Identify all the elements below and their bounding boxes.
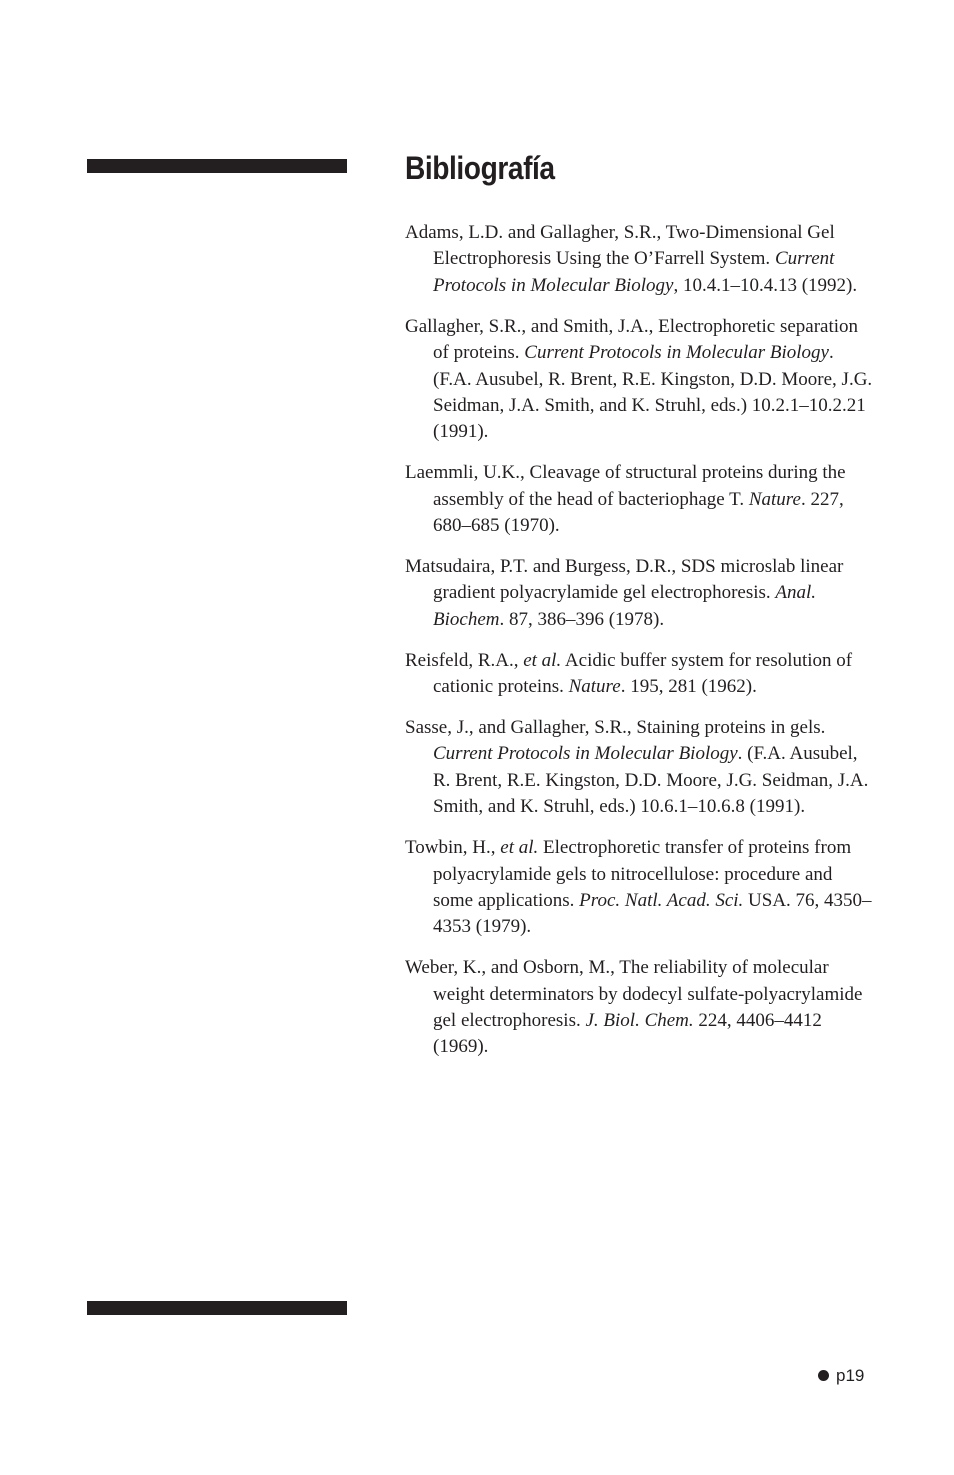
reference-text: Weber, K., and Osborn, M., The reliability of molecular weight determinators by dodecyl sulfate-polyacrylamide gel electrophoresis. — [405, 957, 863, 1032]
reference-italic-text: et al. — [500, 837, 539, 859]
reference-text: . (F.A. Ausubel, R. Brent, R.E. Kingston, D.D. Moore, J.G. Seidman, J.A. Smith, and K. Struhl, eds.) 10.2.1–10.2.21 (1991). — [433, 342, 873, 443]
top-rule — [87, 159, 347, 173]
reference-item — [405, 835, 875, 941]
reference-text: Gallagher, S.R., and Smith, J.A., Electrophoretic separation of proteins. — [405, 315, 859, 364]
reference-text: USA. 76, 4350–4353 (1979). — [433, 889, 872, 938]
reference-text: . 227, 680–685 (1970). — [433, 488, 844, 537]
reference-item — [405, 460, 875, 539]
reference-italic-text: et al. — [523, 649, 562, 671]
reference-text: . 87, 386–396 (1978). — [499, 608, 665, 630]
reference-text: Sasse, J., and Gallagher, S.R., Staining proteins in gels. — [405, 717, 826, 738]
bottom-rule — [87, 1301, 347, 1315]
reference-text: Laemmli, U.K., Cleavage of structural proteins during the assembly of the head of bacteriophage T. — [405, 462, 846, 510]
reference-text: 224, 4406–4412 (1969). — [433, 1010, 822, 1058]
reference-text: Matsudaira, P.T. and Burgess, D.R., SDS microslab linear gradient polyacrylamide gel electrophoresis. — [405, 555, 844, 604]
bullet-icon — [818, 1370, 829, 1381]
reference-text: Adams, L.D. and Gallagher, S.R., Two-Dimensional Gel Electrophoresis Using the O’Farrell System. — [405, 222, 835, 270]
reference-italic-text: Nature — [748, 488, 801, 510]
reference-italic-text: Nature — [568, 676, 621, 698]
reference-item — [405, 314, 875, 446]
reference-text: . (F.A. Ausubel, R. Brent, R.E. Kingston, D.D. Moore, J.G. Seidman, J.A. Smith, and K. Struhl, eds.) 10.6.1–10.6.8 (1991). — [433, 743, 869, 818]
reference-italic-text: Current Protocols in Molecular Biology — [433, 248, 835, 296]
reference-text: , 10.4.1–10.4.13 (1992). — [673, 274, 858, 296]
reference-item — [405, 648, 875, 701]
reference-italic-text: Current Protocols in Molecular Biology — [433, 743, 738, 765]
reference-item — [405, 715, 875, 821]
reference-list — [405, 220, 875, 1075]
reference-italic-text: J. Biol. Chem. — [585, 1010, 694, 1032]
reference-text: Electrophoretic transfer of proteins from polyacrylamide gels to nitrocellulose: procedure and some applications. — [433, 837, 852, 911]
page-number-footer — [818, 1366, 864, 1386]
reference-text: Towbin, H., — [405, 837, 501, 859]
reference-italic-text: Anal. Biochem — [433, 582, 817, 630]
reference-italic-text: Proc. Natl. Acad. Sci. — [579, 889, 744, 911]
page-number: p19 — [836, 1366, 865, 1385]
reference-item — [405, 554, 875, 633]
reference-item — [405, 220, 875, 299]
reference-text: Reisfeld, R.A., — [405, 649, 524, 671]
reference-text: . 195, 281 (1962). — [620, 676, 757, 698]
reference-item — [405, 955, 875, 1061]
reference-text: Acidic buffer system for resolution of cationic proteins. — [433, 649, 853, 698]
page-title: Bibliografía — [405, 150, 555, 186]
reference-italic-text: Current Protocols in Molecular Biology — [524, 342, 829, 364]
